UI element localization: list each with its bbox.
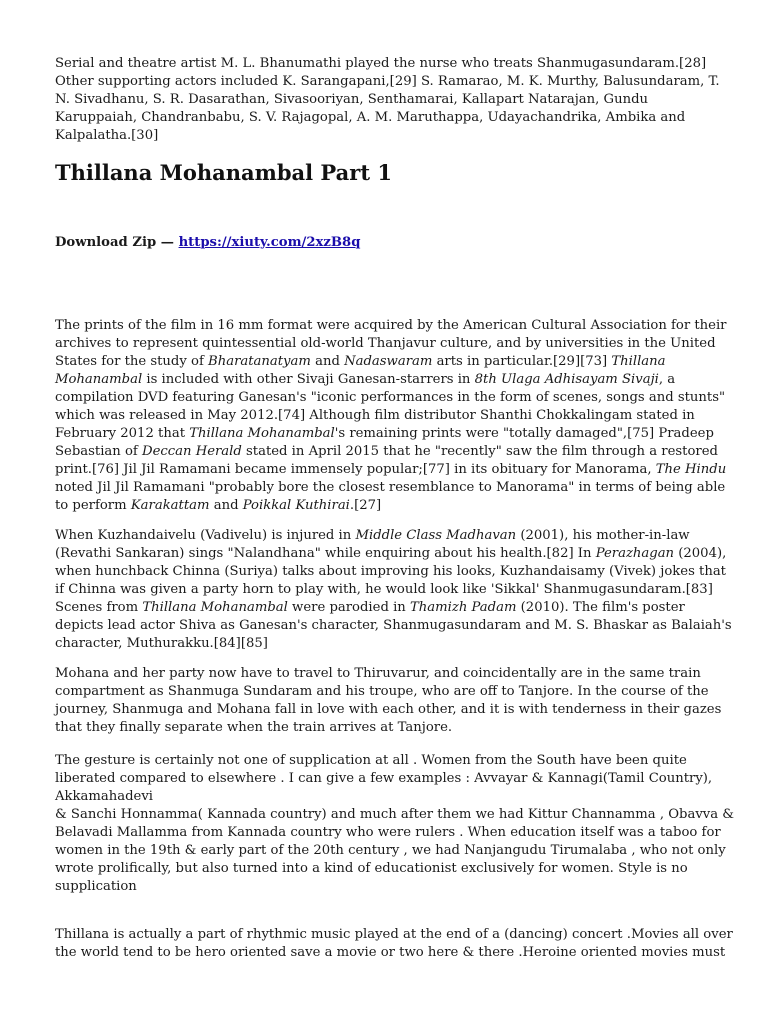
- italic-title: Perazhagan: [595, 546, 675, 561]
- text-line: [55, 635, 732, 653]
- text-run: when hunchback Chinna (Suriya) talks about improving his looks, Kuzhandaisamy (Vivek) jokes that: [55, 564, 726, 579]
- text-run: compilation DVD featuring Ganesan's "iconic performances in the form of scenes, songs and stunts": [55, 390, 726, 405]
- italic-title: The Hindu: [655, 462, 727, 477]
- text-line: The gesture is certainly not one of supplication at all . Women from the South have been quite: [55, 753, 687, 768]
- text-line: [55, 563, 732, 581]
- italic-title: Bharatanatyam: [208, 354, 311, 369]
- text-line: Kalpalatha.[30]: [55, 128, 159, 143]
- text-run: .[27]: [349, 498, 382, 513]
- italic-title: Middle Class Madhavan: [355, 528, 517, 543]
- paragraph-parodies: [55, 527, 732, 653]
- text-line: compartment as Shanmuga Sundaram and his troupe, who are off to Tanjore. In the course of the: [55, 684, 709, 699]
- italic-title: Thillana: [611, 354, 666, 369]
- text-run: were parodied in: [287, 600, 410, 615]
- text-run: character, Muthurakku.[84][85]: [55, 636, 268, 651]
- italic-title: Mohanambal: [55, 372, 143, 387]
- text-run: (2001), his mother-in-law: [516, 528, 690, 543]
- text-run: (Revathi Sankaran) sings "Nalandhana" while enquiring about his health.[82] In: [55, 546, 596, 561]
- text-line: liberated compared to elsewhere . I can give a few examples : Avvayar & Kannagi(Tamil Country),: [55, 771, 713, 786]
- text-run: if Chinna was given a party horn to play with, he would look like 'Sikkal' Shanmugasundaram.[83]: [55, 582, 713, 597]
- text-line: [55, 497, 726, 515]
- text-line: Serial and theatre artist M. L. Bhanumathi played the nurse who treats Shanmugasundaram.[28]: [55, 56, 707, 71]
- text-line: [55, 443, 726, 461]
- text-run: (2010). The film's poster: [516, 600, 685, 615]
- paragraph-gesture: [55, 752, 734, 896]
- paragraph-train-journey: [55, 665, 721, 737]
- text-line: women in the 19th & early part of the 20th century , we had Nanjangudu Tirumalaba , who not only: [55, 843, 726, 858]
- italic-title: Poikkal Kuthirai: [242, 498, 350, 513]
- text-line: [55, 371, 726, 389]
- text-run: When Kuzhandaivelu (Vadivelu) is injured in: [55, 528, 356, 543]
- text-run: and: [209, 498, 243, 513]
- italic-title: Thillana Mohanambal: [189, 426, 335, 441]
- italic-title: 8th Ulaga Adhisayam Sivaji: [474, 372, 659, 387]
- text-run: Sebastian of: [55, 444, 142, 459]
- text-run: The prints of the film in 16 mm format were acquired by the American Cultural Association for their: [55, 318, 727, 333]
- text-line: Other supporting actors included K. Sarangapani,[29] S. Ramarao, M. K. Murthy, Balusundaram, T.: [55, 74, 720, 89]
- italic-title: Deccan Herald: [142, 444, 242, 459]
- italic-title: Thillana Mohanambal: [142, 600, 288, 615]
- italic-title: Thamizh Padam: [410, 600, 517, 615]
- text-run: to perform: [55, 498, 131, 513]
- paragraph-thillana: [55, 926, 733, 962]
- text-line: Karuppaiah, Chandranbabu, S. V. Rajagopal, A. M. Maruthappa, Udayachandrika, Ambika and: [55, 110, 686, 125]
- text-line: [55, 527, 732, 545]
- text-line: [55, 425, 726, 443]
- text-line: [55, 479, 726, 497]
- text-run: February 2012 that: [55, 426, 190, 441]
- intro-paragraph: [55, 55, 720, 145]
- text-line: [55, 335, 726, 353]
- text-run: is included with other Sivaji Ganesan-starrers in: [142, 372, 475, 387]
- text-line: [55, 461, 726, 479]
- text-line: journey, Shanmuga and Mohana fall in love with each other, and it is with tenderness in their gazes: [55, 702, 722, 717]
- text-run: and: [310, 354, 345, 369]
- text-run: which was released in May 2012.[74] Although film distributor Shanthi Chokkalingam stated in: [55, 408, 695, 423]
- download-label: Download Zip —: [55, 235, 179, 250]
- text-run: noted Jil Jil Ramamani "probably bore the closest resemblance to Manorama" in terms of being able: [55, 480, 726, 495]
- text-line: the world tend to be hero oriented save a movie or two here & there .Heroine oriented movies must: [55, 945, 726, 960]
- text-line: [55, 353, 726, 371]
- text-line: [55, 317, 726, 335]
- text-line: supplication: [55, 879, 137, 894]
- text-run: depicts lead actor Shiva as Ganesan's character, Shanmugasundaram and M. S. Bhaskar as Balaiah's: [55, 618, 732, 633]
- text-line: [55, 545, 732, 563]
- text-line: N. Sivadhanu, S. R. Dasarathan, Sivasooriyan, Senthamarai, Kallapart Natarajan, Gundu: [55, 92, 649, 107]
- text-run: print.[76] Jil Jil Ramamani became immensely popular;[77] in its obituary for Manorama,: [55, 462, 656, 477]
- text-line: & Sanchi Honnamma( Kannada country) and much after them we had Kittur Channamma , Obavva &: [55, 807, 735, 822]
- italic-title: Nadaswaram: [344, 354, 433, 369]
- text-line: Thillana is actually a part of rhythmic music played at the end of a (dancing) concert .Movies all over: [55, 927, 733, 942]
- text-line: wrote prolifically, but also turned into a kind of educationist exclusively for women. Style is no: [55, 861, 688, 876]
- italic-title: Karakattam: [130, 498, 210, 513]
- text-line: Mohana and her party now have to travel to Thiruvarur, and coincidentally are in the same train: [55, 666, 701, 681]
- text-line: [55, 599, 732, 617]
- text-line: [55, 617, 732, 635]
- text-run: archives to represent quintessential old-world Thanjavur culture, and by universities in the United: [55, 336, 716, 351]
- text-line: [55, 407, 726, 425]
- paragraph-film-prints: [55, 317, 726, 515]
- download-line: [55, 234, 360, 252]
- text-line: Belavadi Mallamma from Kannada country who were rulers . When education itself was a taboo for: [55, 825, 721, 840]
- text-run: (2004),: [674, 546, 727, 561]
- text-line: Akkamahadevi: [55, 789, 154, 804]
- text-run: 's remaining prints were "totally damaged",[75] Pradeep: [334, 426, 714, 441]
- text-run: , a: [658, 372, 676, 387]
- text-line: [55, 581, 732, 599]
- text-line: [55, 389, 726, 407]
- text-run: States for the study of: [55, 354, 209, 369]
- text-line: that they finally separate when the train arrives at Tanjore.: [55, 720, 453, 735]
- page-title: Thillana Mohanambal Part 1: [55, 160, 392, 185]
- download-link[interactable]: https://xiuty.com/2xzB8q: [178, 235, 361, 250]
- text-run: stated in April 2015 that he "recently" saw the film through a restored: [241, 444, 718, 459]
- text-run: arts in particular.[29][73]: [432, 354, 612, 369]
- text-run: Scenes from: [55, 600, 143, 615]
